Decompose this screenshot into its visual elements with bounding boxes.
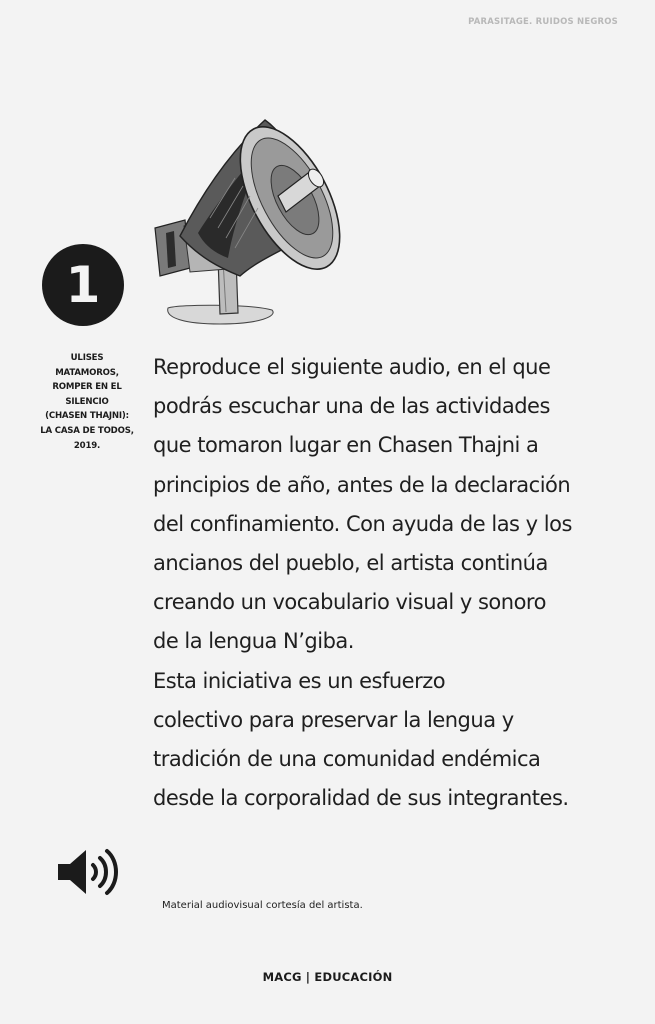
body-line: Reproduce el siguiente audio, en el que [153, 355, 551, 379]
step-number-badge: 1 [42, 244, 124, 326]
media-credit: Material audiovisual cortesía del artista. [162, 900, 363, 911]
body-line: desde la corporalidad de sus integrantes. [153, 786, 569, 811]
footer-brand: MACG | EDUCACIÓN [262, 970, 393, 984]
body-line: principios de año, antes de la declaración [153, 472, 571, 497]
body-line: que tomaron lugar en Chasen Thajni a [153, 433, 539, 458]
caption-line: 2019. [73, 440, 101, 451]
caption-line: SILENCIO [65, 396, 109, 407]
caption-line: (CHASEN THAJNI): [45, 411, 129, 422]
body-line: tradición de una comunidad endémica [153, 747, 541, 772]
speaker-icon[interactable] [56, 844, 122, 900]
body-line: colectivo para preservar la lengua y [153, 707, 514, 732]
artwork-caption [28, 351, 146, 453]
body-line: Esta iniciativa es un esfuerzo [153, 668, 446, 693]
megaphone-icon [140, 108, 345, 333]
caption-line: ROMPER EN EL [52, 382, 122, 393]
caption-line: LA CASA DE TODOS, [40, 425, 134, 436]
body-line: del confinamiento. Con ayuda de las y los [153, 511, 572, 536]
body-line: creando un vocabulario visual y sonoro [153, 590, 546, 615]
body-line: de la lengua N’giba. [153, 629, 354, 654]
caption-line: ULISES [70, 353, 104, 363]
body-paragraph [153, 348, 633, 818]
body-line: podrás escuchar una de las actividades [153, 394, 550, 419]
series-tag: PARASITAGE. RUIDOS NEGROS [468, 17, 618, 27]
caption-line: MATAMOROS, [55, 367, 119, 378]
body-line: ancianos del pueblo, el artista continúa [153, 551, 548, 576]
